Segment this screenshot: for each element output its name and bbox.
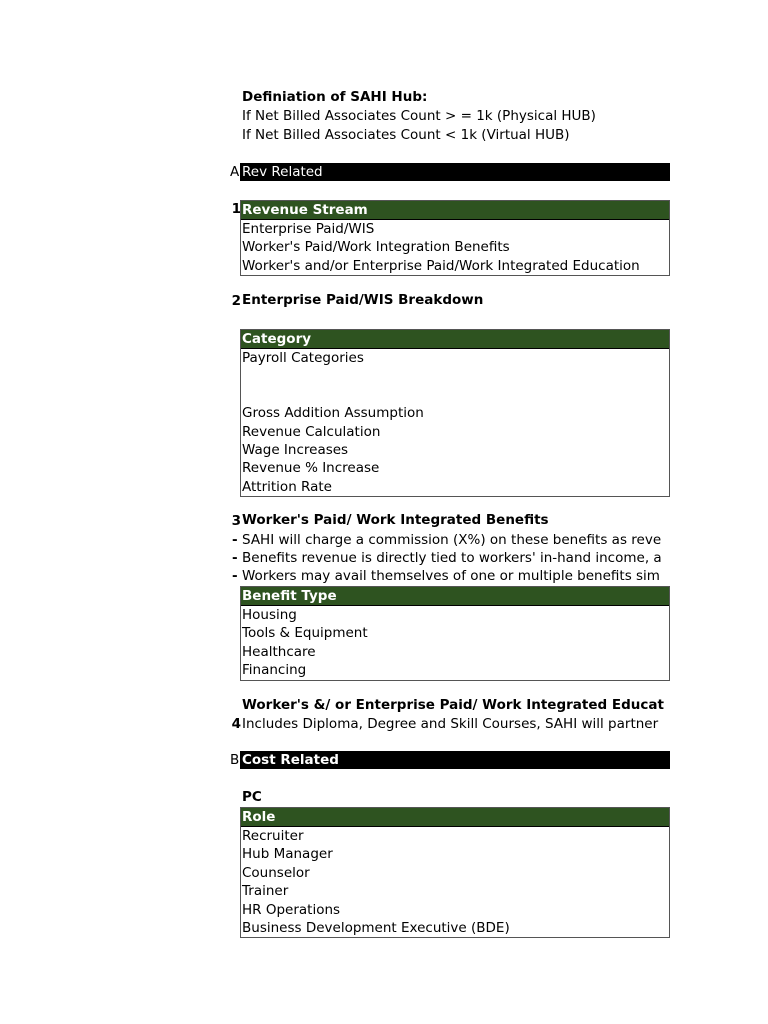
section-a-bar: Rev Related [240, 163, 670, 181]
table-row: Gross Addition Assumption [242, 405, 424, 422]
bullet-text: Workers may avail themselves of one or multiple benefits sim [242, 568, 660, 584]
item-1-number: 1 [231, 201, 241, 217]
table-row: Healthcare [242, 643, 316, 660]
table-row: Worker's Paid/Work Integration Benefits [242, 239, 510, 256]
item-3-title: Worker's Paid/ Work Integrated Benefits [242, 512, 549, 528]
table-row: Revenue % Increase [242, 460, 380, 477]
table-row: Financing [242, 662, 307, 679]
definition-line-virtual: If Net Billed Associates Count < 1k (Virtual HUB) [242, 127, 570, 143]
table-row: Hub Manager [242, 846, 333, 863]
pc-title: PC [242, 789, 262, 805]
section-b-bar: Cost Related [240, 751, 670, 769]
table-row: HR Operations [242, 901, 341, 918]
table-row: Counselor [242, 864, 310, 881]
table-row: Tools & Equipment [242, 625, 368, 642]
category-header: Category [241, 330, 669, 349]
section-b-letter: B [230, 752, 240, 768]
revenue-stream-header: Revenue Stream [241, 201, 669, 220]
table-row: Attrition Rate [242, 478, 332, 495]
table-row [241, 386, 669, 404]
table-row: Payroll Categories [242, 350, 364, 366]
table-row: Enterprise Paid/WIS [242, 221, 375, 237]
bullet-dash: - [232, 550, 238, 566]
table-row: Revenue Calculation [242, 423, 381, 440]
item-4-number: 4 [231, 716, 241, 732]
item-4-title: Worker's &/ or Enterprise Paid/ Work Integrated Educat [242, 697, 664, 713]
definition-heading: Definiation of SAHI Hub: [242, 89, 428, 105]
revenue-stream-table [240, 200, 670, 276]
item-2-title: Enterprise Paid/WIS Breakdown [242, 292, 484, 308]
item-2-number: 2 [231, 293, 241, 309]
table-row: Worker's and/or Enterprise Paid/Work Integrated Education [242, 257, 640, 274]
benefit-type-table [240, 586, 670, 681]
bullet-dash: - [232, 568, 238, 584]
item-4-text: Includes Diploma, Degree and Skill Courses, SAHI will partner [242, 716, 659, 732]
section-a-letter: A [230, 164, 240, 180]
bullet-text: Benefits revenue is directly tied to workers' in-hand income, a [242, 550, 662, 566]
item-3-number: 3 [231, 513, 241, 529]
definition-line-physical: If Net Billed Associates Count > = 1k (Physical HUB) [242, 108, 596, 124]
table-row: Recruiter [242, 828, 304, 844]
table-row: Business Development Executive (BDE) [242, 919, 510, 936]
table-row: Trainer [242, 883, 289, 900]
table-row: Housing [242, 607, 297, 623]
category-table [240, 329, 670, 497]
bullet-dash: - [232, 532, 238, 548]
table-row: Wage Increases [242, 441, 349, 458]
table-row [241, 367, 669, 385]
benefit-type-header: Benefit Type [241, 587, 669, 606]
bullet-text: SAHI will charge a commission (X%) on these benefits as reve [242, 532, 662, 548]
role-table [240, 807, 670, 938]
role-header: Role [241, 808, 669, 827]
